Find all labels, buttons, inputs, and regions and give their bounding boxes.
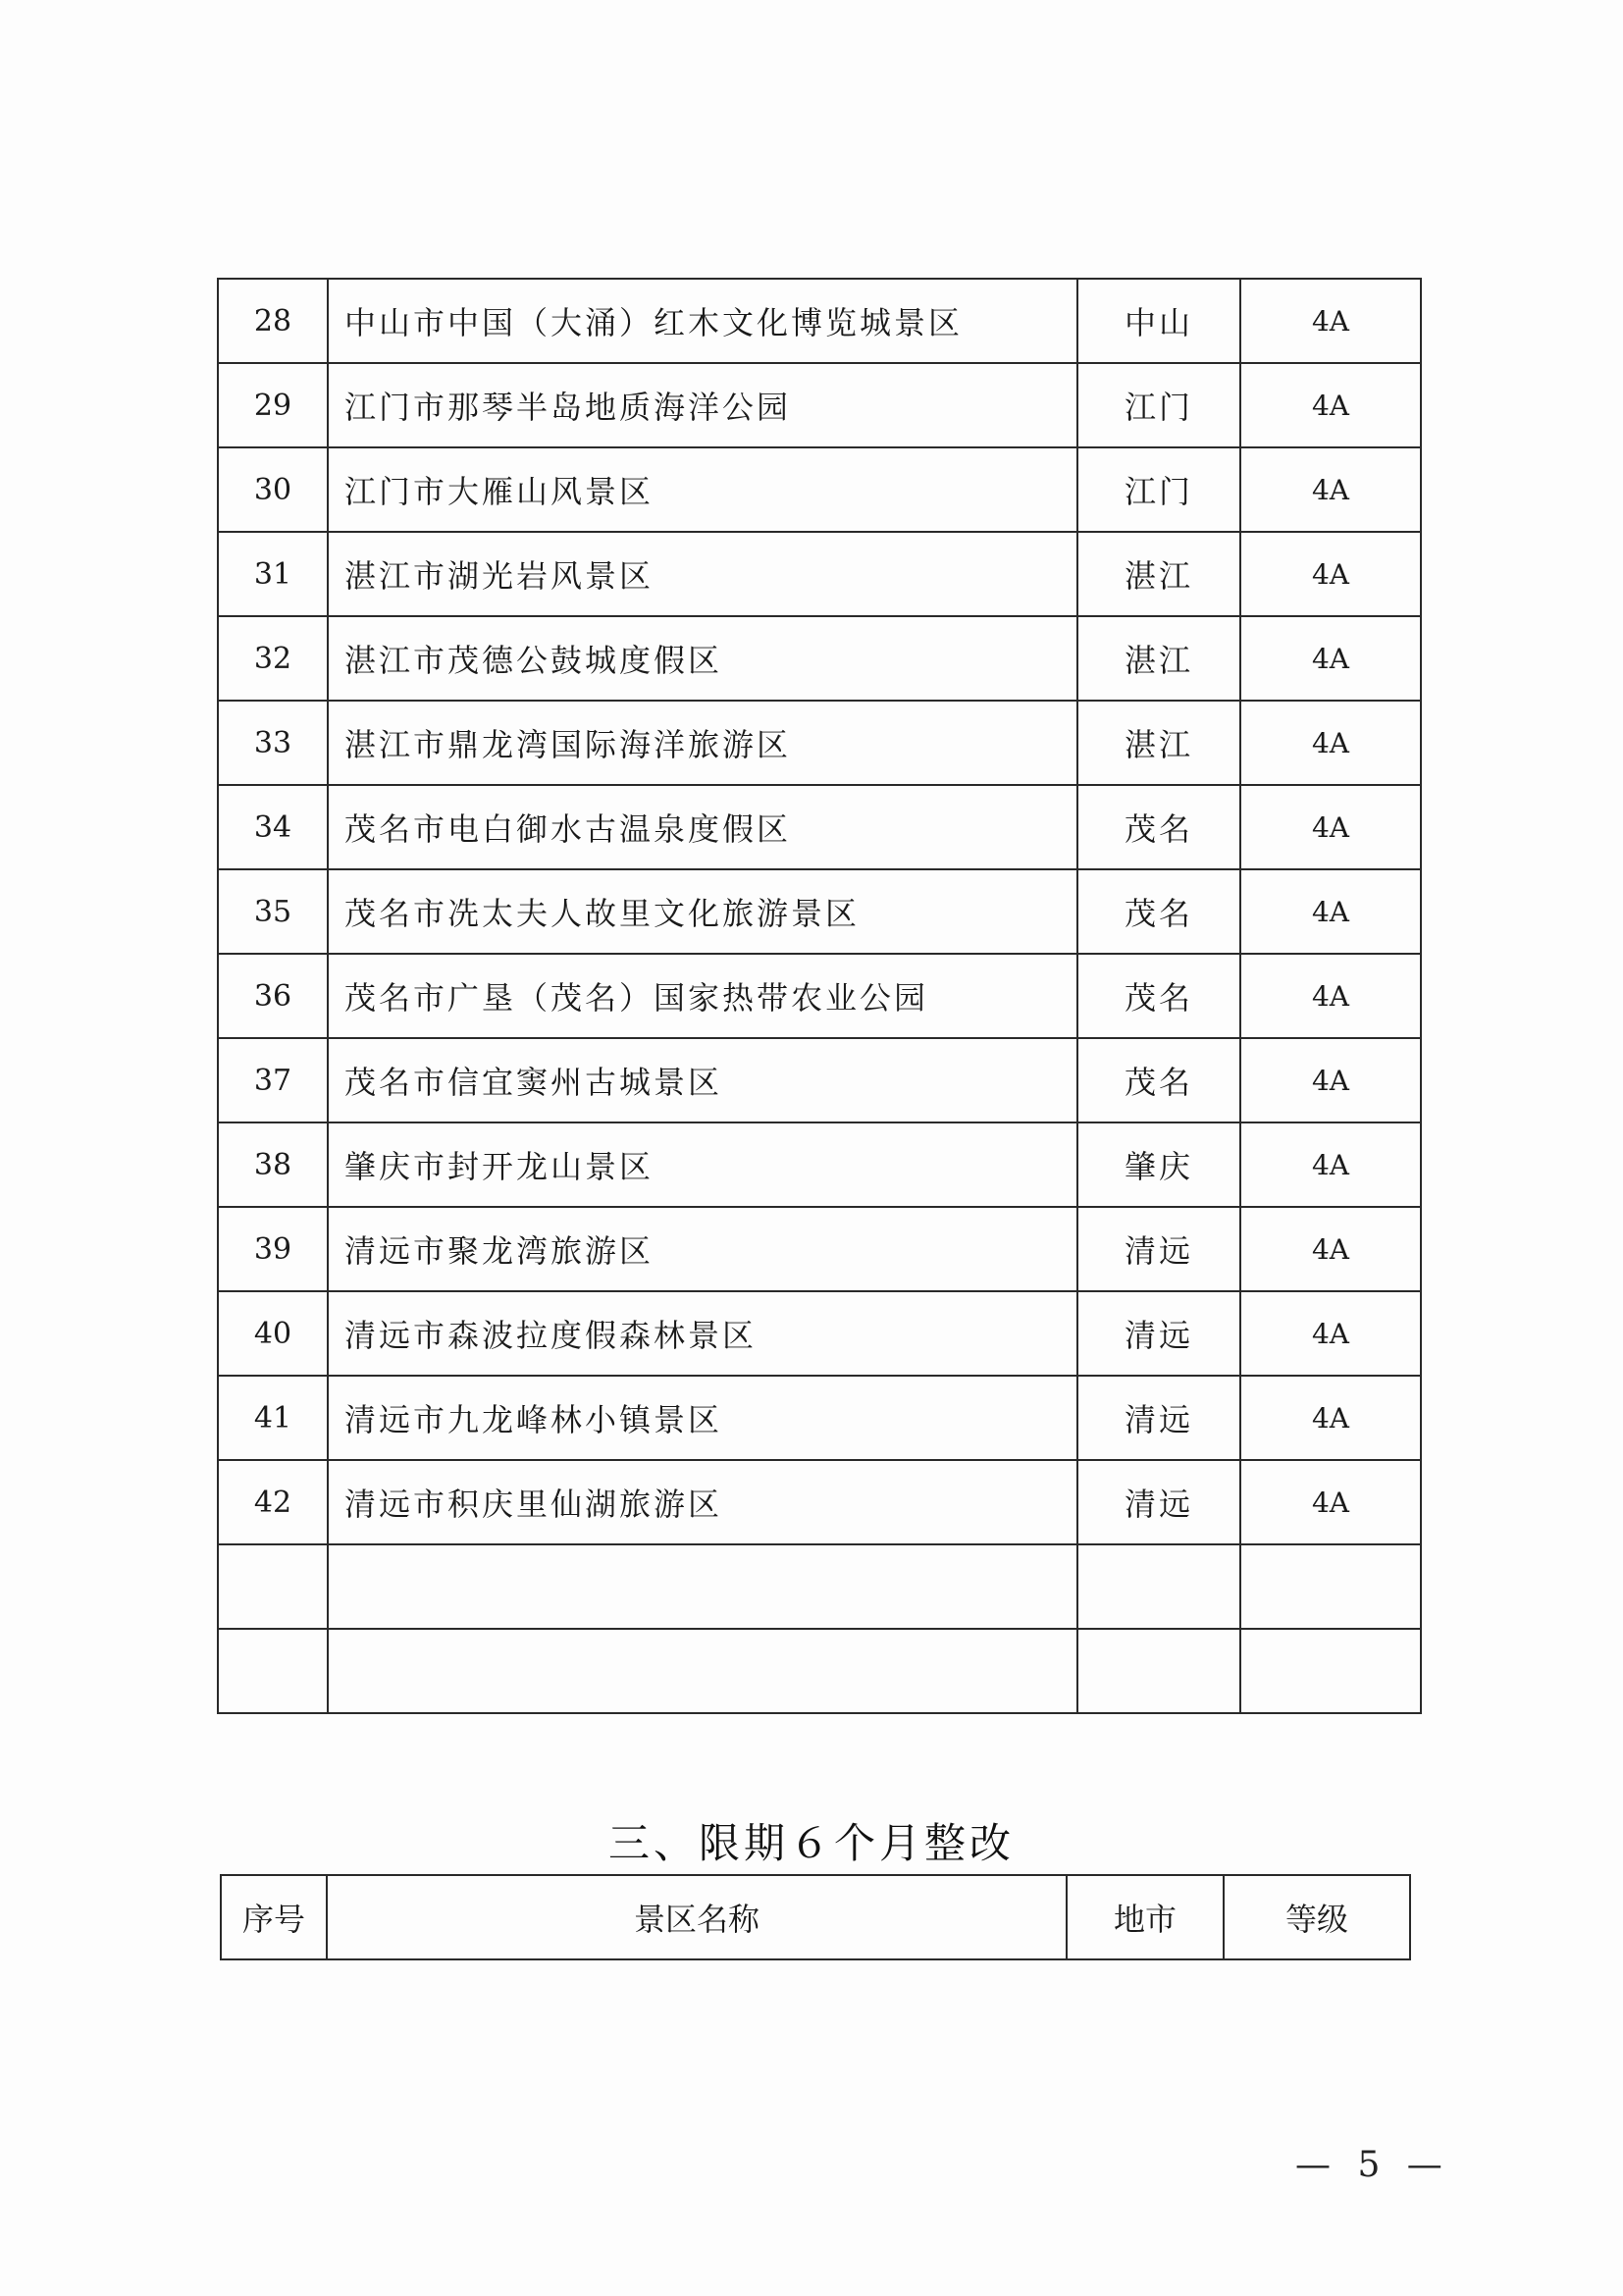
cell-scenic-name: 清远市聚龙湾旅游区 [328,1207,1077,1291]
cell-scenic-name: 江门市那琴半岛地质海洋公园 [328,363,1077,447]
cell-serial-number [218,1544,328,1629]
page-number: — 5 — [1295,2145,1450,2185]
cell-serial-number: 40 [218,1291,328,1376]
cell-grade: 4A [1240,869,1421,954]
cell-scenic-name: 湛江市鼎龙湾国际海洋旅游区 [328,701,1077,785]
table-row [218,1207,1421,1291]
table-row [218,701,1421,785]
table-row [218,1460,1421,1544]
cell-scenic-name: 茂名市冼太夫人故里文化旅游景区 [328,869,1077,954]
cell-scenic-name: 湛江市湖光岩风景区 [328,532,1077,616]
cell-scenic-name: 江门市大雁山风景区 [328,447,1077,532]
cell-scenic-name: 肇庆市封开龙山景区 [328,1122,1077,1207]
cell-grade: 4A [1240,1460,1421,1544]
table-row [218,869,1421,954]
cell-city: 肇庆 [1077,1122,1240,1207]
cell-city: 茂名 [1077,1038,1240,1122]
cell-serial-number [218,1629,328,1713]
cell-scenic-name: 清远市九龙峰林小镇景区 [328,1376,1077,1460]
cell-serial-number: 28 [218,279,328,363]
cell-grade: 4A [1240,1291,1421,1376]
cell-serial-number: 35 [218,869,328,954]
cell-city: 湛江 [1077,616,1240,701]
cell-serial-number: 33 [218,701,328,785]
cell-scenic-name [328,1629,1077,1713]
table-row [218,532,1421,616]
cell-scenic-name: 湛江市茂德公鼓城度假区 [328,616,1077,701]
table-row [218,616,1421,701]
table-row [218,1122,1421,1207]
cell-grade: 4A [1240,701,1421,785]
cell-grade [1240,1629,1421,1713]
table-header-row [221,1875,1410,1959]
header-scenic-name: 景区名称 [327,1875,1067,1959]
cell-serial-number: 34 [218,785,328,869]
cell-grade: 4A [1240,1038,1421,1122]
cell-city: 江门 [1077,447,1240,532]
cell-serial-number: 42 [218,1460,328,1544]
cell-grade: 4A [1240,363,1421,447]
cell-grade: 4A [1240,785,1421,869]
header-serial-number: 序号 [221,1875,327,1959]
header-grade: 等级 [1224,1875,1410,1959]
cell-grade: 4A [1240,616,1421,701]
table-row [218,1629,1421,1713]
cell-serial-number: 37 [218,1038,328,1122]
cell-serial-number: 31 [218,532,328,616]
section-title: 三、限期６个月整改 [607,1819,1015,1867]
cell-scenic-name: 中山市中国（大涌）红木文化博览城景区 [328,279,1077,363]
cell-grade: 4A [1240,447,1421,532]
table-row [218,279,1421,363]
cell-grade [1240,1544,1421,1629]
cell-city: 湛江 [1077,701,1240,785]
rectification-table [220,1874,1411,1960]
table-row [218,1376,1421,1460]
scenic-area-table-body [218,279,1421,1713]
cell-city: 中山 [1077,279,1240,363]
cell-city: 清远 [1077,1207,1240,1291]
cell-scenic-name [328,1544,1077,1629]
cell-scenic-name: 茂名市广垦（茂名）国家热带农业公园 [328,954,1077,1038]
cell-scenic-name: 茂名市信宜窦州古城景区 [328,1038,1077,1122]
table-row [218,447,1421,532]
cell-scenic-name: 茂名市电白御水古温泉度假区 [328,785,1077,869]
table-row [218,785,1421,869]
cell-city: 清远 [1077,1291,1240,1376]
cell-serial-number: 29 [218,363,328,447]
table-row [218,1544,1421,1629]
table-row [218,363,1421,447]
cell-city: 清远 [1077,1376,1240,1460]
cell-serial-number: 41 [218,1376,328,1460]
cell-serial-number: 32 [218,616,328,701]
cell-city: 茂名 [1077,869,1240,954]
cell-city: 湛江 [1077,532,1240,616]
cell-grade: 4A [1240,1122,1421,1207]
table-row [218,1038,1421,1122]
cell-city [1077,1629,1240,1713]
cell-serial-number: 36 [218,954,328,1038]
cell-serial-number: 30 [218,447,328,532]
scenic-area-table [217,278,1422,1714]
cell-grade: 4A [1240,279,1421,363]
cell-scenic-name: 清远市森波拉度假森林景区 [328,1291,1077,1376]
cell-grade: 4A [1240,532,1421,616]
cell-grade: 4A [1240,1207,1421,1291]
cell-serial-number: 38 [218,1122,328,1207]
cell-city: 茂名 [1077,954,1240,1038]
cell-grade: 4A [1240,954,1421,1038]
cell-scenic-name: 清远市积庆里仙湖旅游区 [328,1460,1077,1544]
table-row [218,1291,1421,1376]
cell-city: 清远 [1077,1460,1240,1544]
cell-serial-number: 39 [218,1207,328,1291]
table-row [218,954,1421,1038]
cell-city: 茂名 [1077,785,1240,869]
cell-grade: 4A [1240,1376,1421,1460]
cell-city [1077,1544,1240,1629]
cell-city: 江门 [1077,363,1240,447]
header-city: 地市 [1067,1875,1224,1959]
